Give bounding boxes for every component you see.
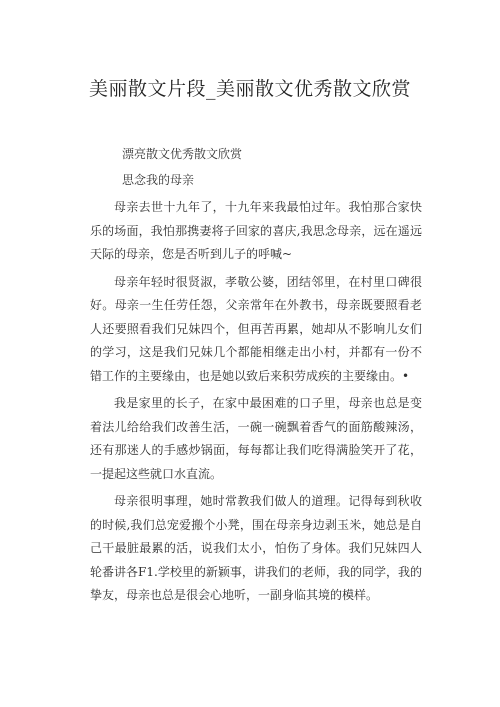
paragraph: 母亲很明事理，她时常教我们做人的道理。记得每到秋收的时候,我们总宠爱搬个小凳，围在母亲身边剥玉米，她总是自己干最脏最累的活，说我们太小，怕伤了身体。我们兄妹四人轮番讲各F1.学校里的新颖事，讲我们的老师，我的同学，我的挚友，母亲也总是很会心地听，一副身临其境的模样。 bbox=[90, 494, 422, 602]
essay-title: 思念我的母亲 bbox=[122, 173, 195, 187]
section-heading: 漂亮散文优秀散文欣赏 bbox=[122, 147, 243, 161]
paragraph: 母亲去世十九年了，十九年来我最怕过年。我怕那合家快乐的场面，我怕那携妻将子回家的喜庆,我思念母亲，远在遥远天际的母亲，您是否听到儿子的呼喊~ bbox=[90, 200, 422, 261]
paragraph: 我是家里的长子，在家中最困难的口子里，母亲也总是变着法儿给给我们改善生活，一碗一碗飘着香气的面筋酸辣汤，还有那迷人的手感炒锅面，每每都让我们吃得满脸笑开了花，一提起这些就口水直流。 bbox=[90, 396, 422, 481]
essay-body bbox=[90, 196, 422, 612]
document-title: 美丽散文片段_美丽散文优秀散文欣赏 bbox=[88, 78, 411, 100]
paragraph: 母亲年轻时很贤淑，孝敬公婆，团结邻里，在村里口碑很好。母亲一生任劳任怨，父亲常年在外教书，母亲既要照看老人还要照看我们兄妹四个，但再苦再累，她却从不影响儿女们的学习，这是我们兄妹几个都能相继走出小村，并都有一份不错工作的主要缘由，也是她以致后来积劳成疾的主要缘由。• bbox=[90, 274, 422, 383]
